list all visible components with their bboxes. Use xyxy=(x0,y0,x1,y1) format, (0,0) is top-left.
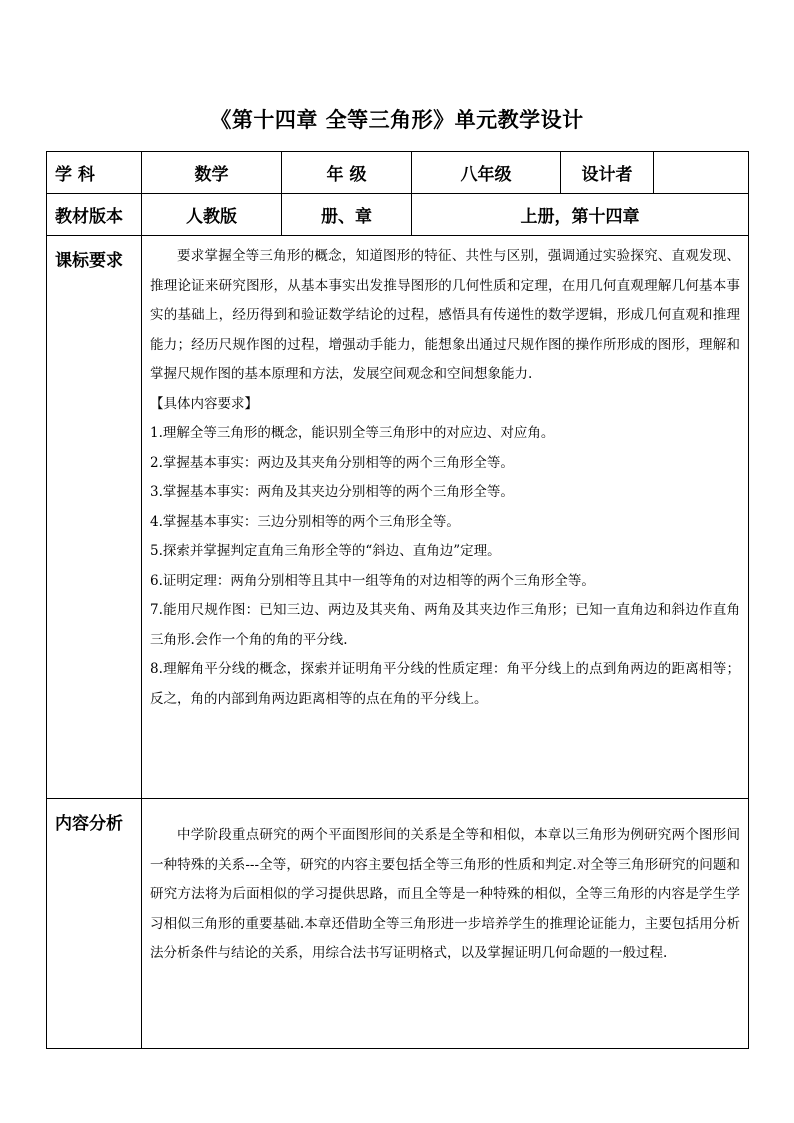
standards-content xyxy=(142,236,749,799)
volume-value: 上册，第十四章 xyxy=(412,194,749,236)
header-row xyxy=(47,152,749,194)
edition-row xyxy=(47,194,749,236)
designer-label: 设计者 xyxy=(561,152,654,194)
document-title: 《第十四章 全等三角形》单元教学设计 xyxy=(210,107,584,132)
designer-value xyxy=(654,152,749,194)
standards-item: 5.探索并掌握判定直角三角形全等的“斜边、直角边”定理。 xyxy=(150,543,501,559)
grade-label: 年 级 xyxy=(282,152,412,194)
design-table xyxy=(46,151,749,1049)
volume-label: 册、章 xyxy=(282,194,412,236)
standards-item: 8.理解角平分线的概念，探索并证明角平分线的性质定理：角平分线上的点到角两边的距离相等；反之，角的内部到角两边距离相等的点在角的平分线上。 xyxy=(150,661,740,707)
standards-row xyxy=(47,236,749,799)
standards-item: 4.掌握基本事实：三边分别相等的两个三角形全等。 xyxy=(150,513,460,530)
edition-value: 人教版 xyxy=(142,194,282,236)
standards-item: 2.掌握基本事实：两边及其夹角分别相等的两个三角形全等。 xyxy=(150,454,514,471)
standards-item: 3.掌握基本事实：两角及其夹边分别相等的两个三角形全等。 xyxy=(150,484,514,500)
grade-value: 八年级 xyxy=(412,152,561,194)
analysis-text: 中学阶段重点研究的两个平面图形间的关系是全等和相似，本章以三角形为例研究两个图形间一种特殊的关系---全等，研究的内容主要包括全等三角形的性质和判定.对全等三角形研究的问题和研究方法将为后面相似的学习提供思路，而且全等是一种特殊的相似，全等三角形的内容是学生学习相似三角形的重要基础.本章还借助全等三角形进一步培养学生的推理论证能力，主要包括用分析法分析条件与结论的关系，用综合法书写证明格式，以及掌握证明几何命题的一般过程. xyxy=(150,827,740,961)
analysis-row xyxy=(47,799,749,1049)
analysis-label: 内容分析 xyxy=(47,799,142,1049)
analysis-content xyxy=(142,799,749,1049)
standards-label: 课标要求 xyxy=(47,236,142,799)
subject-label: 学 科 xyxy=(47,152,142,194)
subject-value: 数学 xyxy=(142,152,282,194)
standards-intro: 要求掌握全等三角形的概念，知道图形的特征、共性与区别，强调通过实验探究、直观发现、推理论证来研究图形，从基本事实出发推导图形的几何性质和定理，在用几何直观理解几何基本事实的基础上，经历得到和验证数学结论的过程，感悟具有传递性的数学逻辑，形成几何直观和推理能力；经历尺规作图的过程，增强动手能力，能想象出通过尺规作图的操作所形成的图形，理解和掌握尺规作图的基本原理和方法，发展空间观念和空间想象能力. xyxy=(150,248,740,382)
standards-subheading: 【具体内容要求】 xyxy=(150,395,258,412)
standards-item: 1.理解全等三角形的概念，能识别全等三角形中的对应边、对应角。 xyxy=(150,425,555,441)
edition-label: 教材版本 xyxy=(47,194,142,236)
standards-item: 7.能用尺规作图：已知三边、两边及其夹角、两角及其夹边作三角形；已知一直角边和斜边作直角三角形.会作一个角的角的平分线. xyxy=(150,602,740,648)
standards-item: 6.证明定理：两角分别相等且其中一组等角的对边相等的两个三角形全等。 xyxy=(150,572,595,589)
